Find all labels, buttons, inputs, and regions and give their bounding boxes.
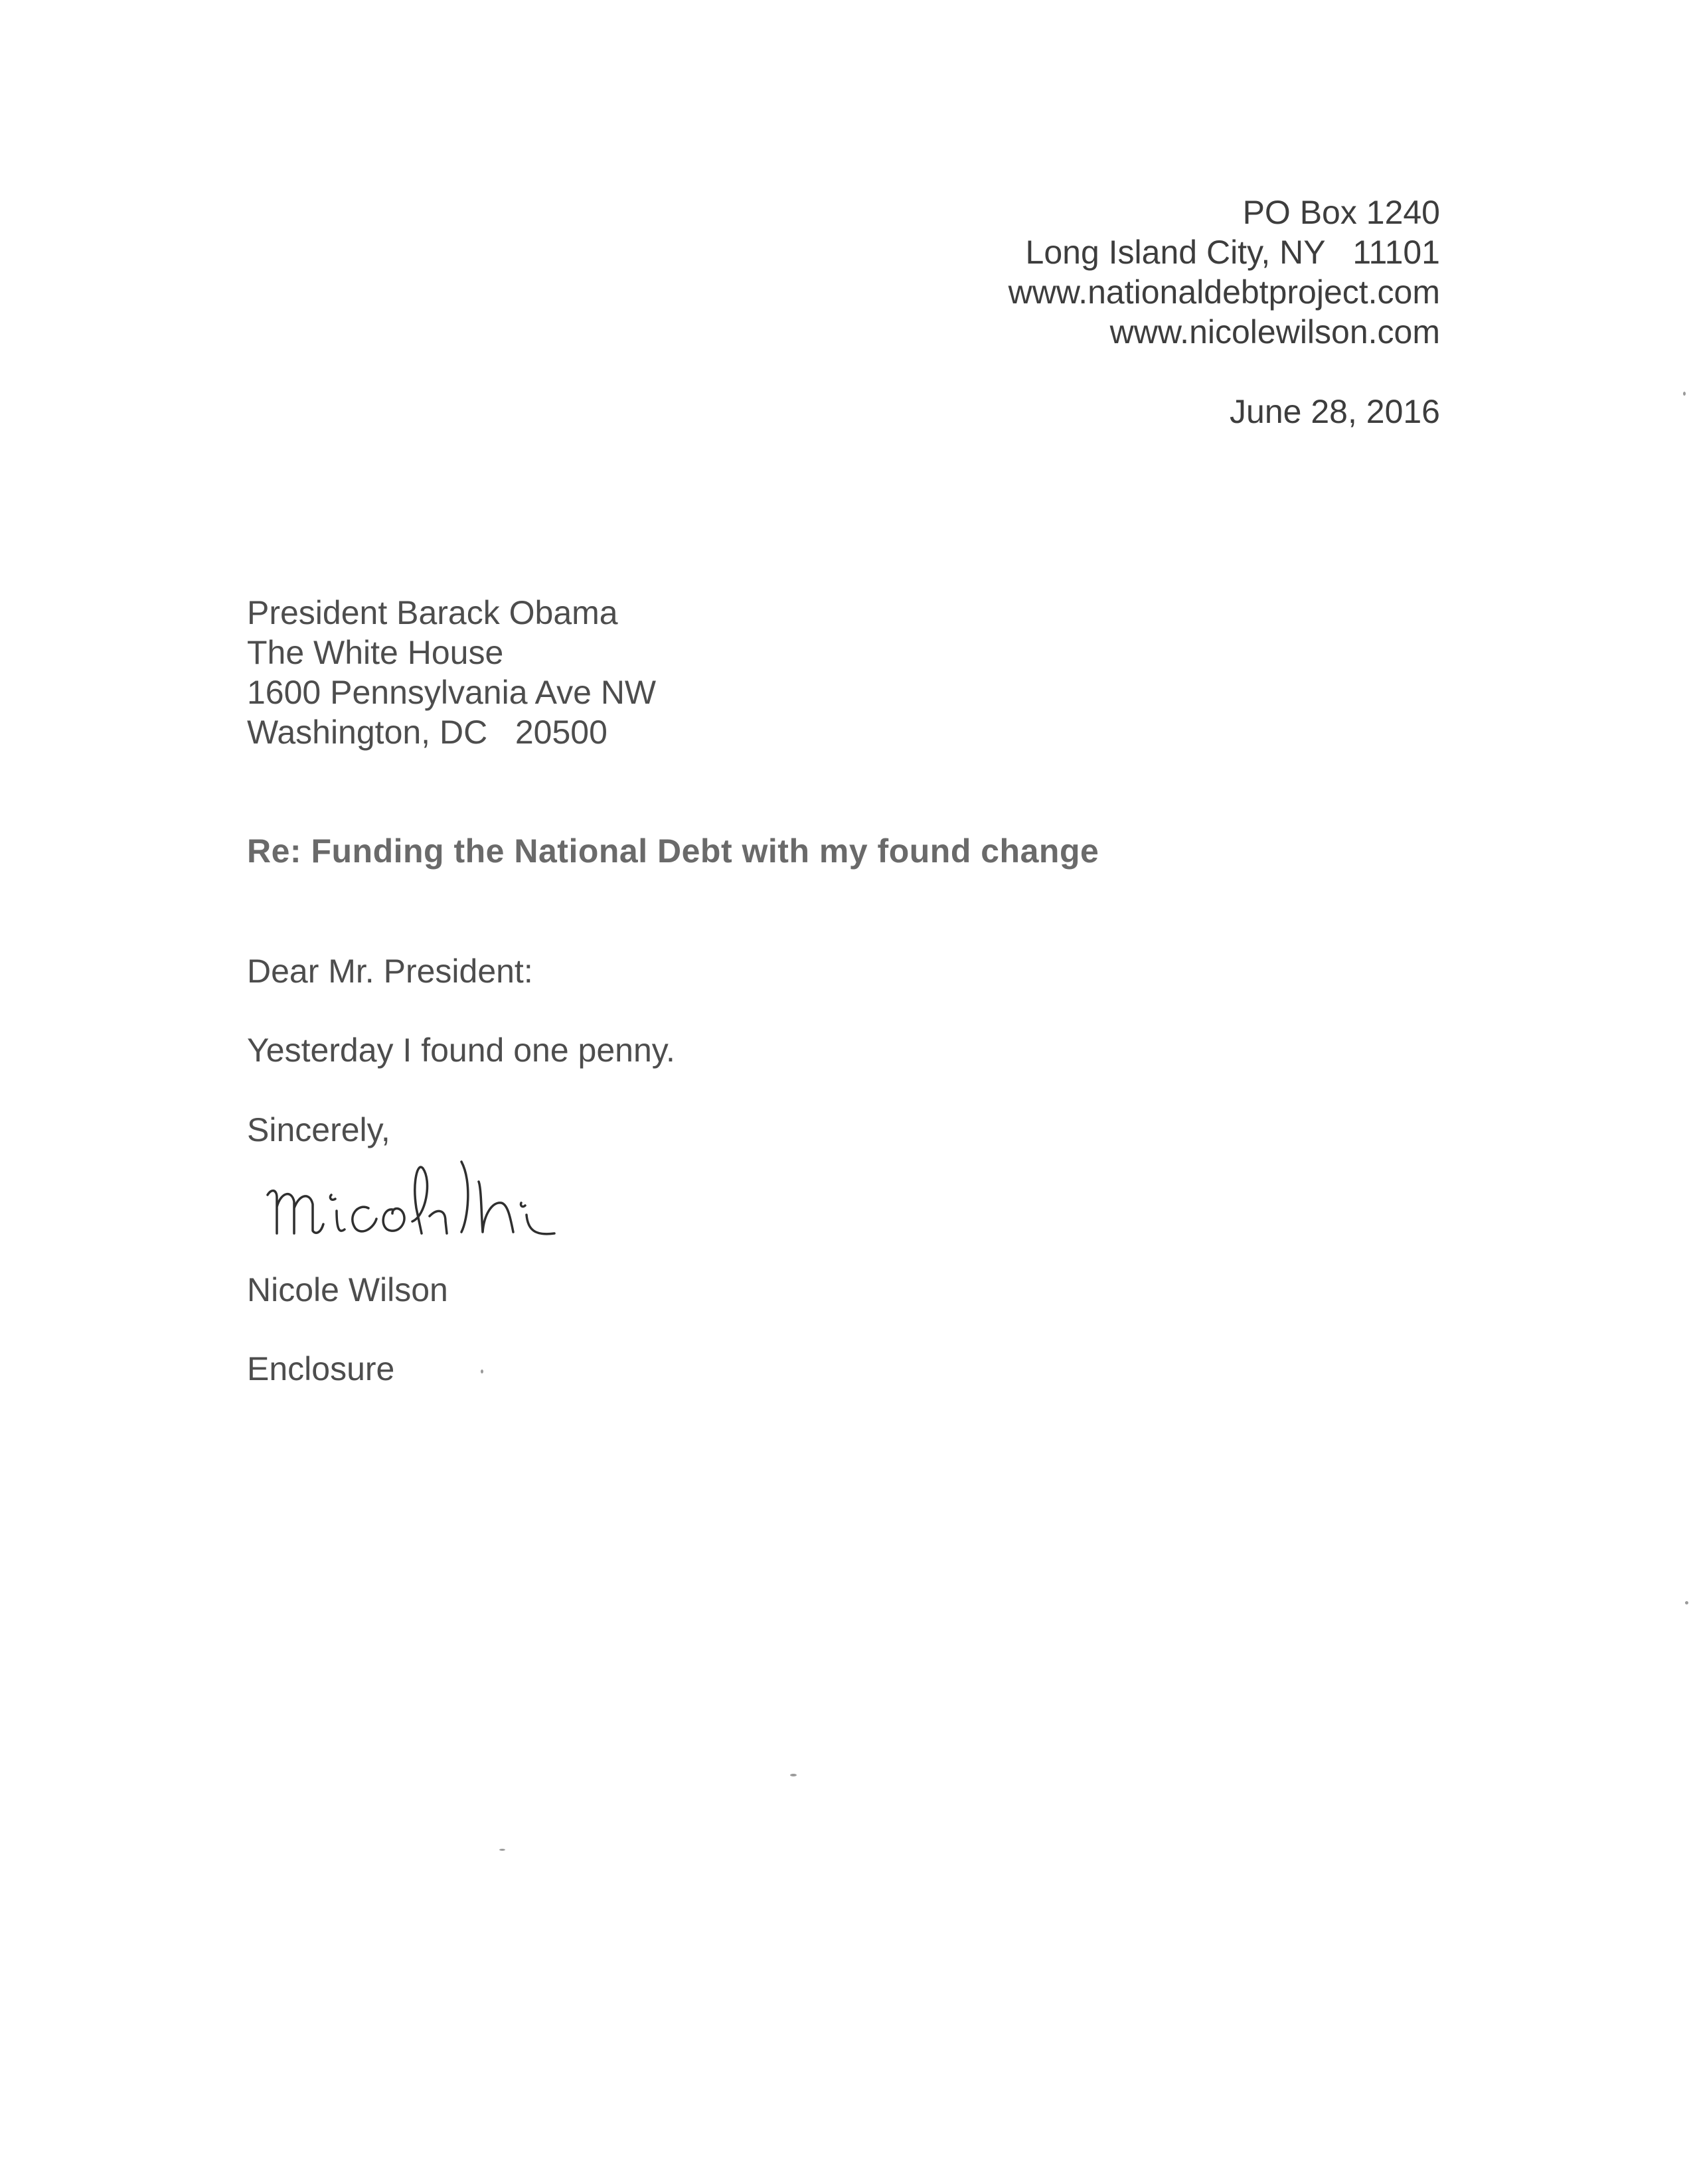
enclosure-notation: Enclosure xyxy=(247,1350,395,1387)
closing: Sincerely, xyxy=(247,1111,390,1148)
recipient-organization: The White House xyxy=(247,634,504,671)
recipient-street: 1600 Pennsylvania Ave NW xyxy=(247,674,657,711)
sender-website-personal: www.nicolewilson.com xyxy=(1109,313,1440,351)
handwritten-signature xyxy=(262,1155,581,1245)
scan-speck xyxy=(499,1849,505,1851)
sender-address-block xyxy=(1008,193,1440,352)
signer-name: Nicole Wilson xyxy=(247,1271,448,1308)
scan-speck xyxy=(481,1369,483,1373)
sender-website-national-debt: www.nationaldebtproject.com xyxy=(1008,273,1440,311)
scan-speck xyxy=(1683,392,1686,396)
sender-po-box: PO Box 1240 xyxy=(1242,194,1440,231)
recipient-address-block xyxy=(247,593,656,752)
scan-speck xyxy=(1685,1601,1688,1604)
recipient-city-line: Washington, DC 20500 xyxy=(247,714,607,751)
letter-body: Yesterday I found one penny. xyxy=(247,1032,675,1069)
sender-city-line: Long Island City, NY 11101 xyxy=(1025,234,1440,271)
letter-date: June 28, 2016 xyxy=(1230,393,1440,430)
scan-speck xyxy=(790,1774,797,1776)
salutation: Dear Mr. President: xyxy=(247,953,533,990)
recipient-name: President Barack Obama xyxy=(247,594,618,631)
subject-line: Re: Funding the National Debt with my found change xyxy=(247,832,1099,870)
